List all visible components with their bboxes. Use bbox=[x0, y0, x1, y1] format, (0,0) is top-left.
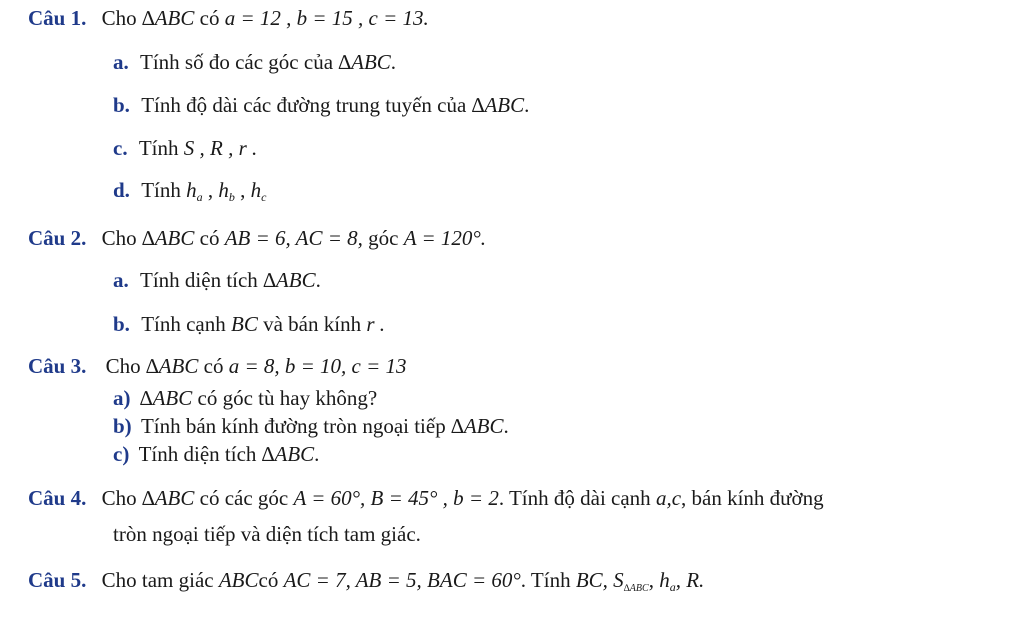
question-1 bbox=[28, 6, 429, 31]
math-expression: S , R , r . bbox=[183, 136, 258, 160]
math-r: r . bbox=[366, 312, 386, 336]
question-label: Câu 1. bbox=[28, 6, 87, 30]
period: . bbox=[315, 268, 321, 292]
period: . bbox=[390, 50, 397, 74]
part-label: a. bbox=[113, 268, 129, 292]
part-text: Tính bbox=[138, 136, 179, 160]
math-sides: a,c bbox=[655, 486, 682, 510]
word-co: có bbox=[258, 568, 279, 592]
math-expression: a = 12 , b = 15 , c = 13. bbox=[224, 6, 429, 30]
word-co: có bbox=[199, 226, 220, 250]
triangle-name: ABC bbox=[218, 568, 259, 592]
period: . bbox=[314, 442, 320, 466]
text-angles: có các góc bbox=[199, 486, 289, 510]
triangle-symbol: ∆ABC bbox=[139, 386, 193, 410]
triangle-symbol: ∆ABC bbox=[141, 226, 195, 250]
question-intro: Cho bbox=[101, 6, 137, 30]
triangle-symbol: ∆ABC bbox=[141, 486, 195, 510]
part-text: Tính bán kính đường tròn ngoại tiếp bbox=[140, 414, 446, 438]
part-label: b) bbox=[113, 414, 132, 438]
math-angle: A = 120°. bbox=[403, 226, 487, 250]
triangle-symbol: ∆ABC bbox=[471, 93, 525, 117]
math-sides: AB = 6, AC = 8, bbox=[224, 226, 363, 250]
part-label: b. bbox=[113, 93, 130, 117]
triangle-symbol: ∆ABC bbox=[145, 354, 199, 378]
altitude-ha: $h_a$ bbox=[659, 568, 676, 594]
word-goc: góc bbox=[368, 226, 399, 250]
subquestion-2a bbox=[113, 268, 321, 293]
question-label: Câu 2. bbox=[28, 226, 87, 250]
subquestion-1a bbox=[113, 50, 396, 75]
math-bc: BC bbox=[231, 312, 258, 336]
question-intro: Cho bbox=[101, 486, 137, 510]
part-label: c) bbox=[113, 442, 130, 466]
question-intro: Cho bbox=[101, 226, 137, 250]
text-find: . Tính bbox=[520, 568, 571, 592]
part-text: Tính diện tích bbox=[140, 268, 258, 292]
triangle-symbol: ∆ABC bbox=[263, 268, 316, 292]
triangle-symbol: ∆ABC bbox=[261, 442, 315, 466]
area-symbol: $S_{\Delta ABC}$ bbox=[613, 568, 649, 594]
question-label: Câu 3. bbox=[28, 354, 87, 378]
math-bc: BC, bbox=[575, 568, 608, 592]
subquestion-3b bbox=[113, 414, 509, 439]
subquestion-2b bbox=[113, 312, 385, 337]
question-intro: Cho tam giác bbox=[101, 568, 214, 592]
word-co: có bbox=[203, 354, 224, 378]
altitude-ha: $h_a$ bbox=[186, 178, 203, 204]
math-expression: a = 8, b = 10, c = 13 bbox=[228, 354, 407, 378]
subquestion-1c bbox=[113, 136, 257, 161]
part-text: Tính số đo các góc của bbox=[140, 50, 334, 74]
altitude-hc: $h_c$ bbox=[250, 178, 267, 204]
math-expression: A = 60°, B = 45° , b = 2 bbox=[293, 486, 499, 510]
question-label: Câu 5. bbox=[28, 568, 87, 592]
math-expression: AC = 7, AB = 5, BAC = 60° bbox=[283, 568, 521, 592]
altitude-hb: $h_b$ bbox=[218, 178, 235, 204]
part-label: a) bbox=[113, 386, 131, 410]
period: . bbox=[503, 414, 509, 438]
question-2 bbox=[28, 226, 486, 251]
subquestion-3a bbox=[113, 386, 377, 411]
text-tail: , R. bbox=[675, 568, 705, 592]
question-intro: Cho bbox=[105, 354, 141, 378]
text-radius: , bán kính đường bbox=[681, 486, 824, 510]
question-label: Câu 4. bbox=[28, 486, 87, 510]
part-text: có góc tù hay không? bbox=[197, 386, 378, 410]
part-label: a. bbox=[113, 50, 129, 74]
subquestion-1d: d. Tính $h_a$ , $h_b$ , $h_c$ bbox=[113, 178, 267, 204]
question-3 bbox=[28, 354, 407, 379]
part-text: Tính độ dài các đường trung tuyến của bbox=[141, 93, 467, 117]
line-2: tròn ngoại tiếp và diện tích tam giác. bbox=[113, 522, 421, 546]
part-label: d. bbox=[113, 178, 130, 202]
question-4-continuation bbox=[113, 522, 421, 547]
text-find: . Tính độ dài cạnh bbox=[498, 486, 651, 510]
part-label: c. bbox=[113, 136, 128, 160]
triangle-symbol: ∆ABC bbox=[141, 6, 195, 30]
subquestion-1b bbox=[113, 93, 529, 118]
part-label: b. bbox=[113, 312, 130, 336]
subquestion-3c bbox=[113, 442, 319, 467]
triangle-symbol: ∆ABC bbox=[450, 414, 504, 438]
question-4 bbox=[28, 486, 824, 511]
part-text: Tính diện tích bbox=[138, 442, 257, 466]
question-5: Câu 5. Cho tam giác ABCcó AC = 7, AB = 5, BAC = 60°. Tính BC, $S_{\Delta ABC}$, $h_a$, R. bbox=[28, 568, 705, 594]
part-text: Tính bbox=[141, 178, 181, 202]
word-co: có bbox=[199, 6, 220, 30]
part-text-2: và bán kính bbox=[263, 312, 362, 336]
part-text: Tính cạnh bbox=[141, 312, 226, 336]
triangle-symbol: ∆ABC bbox=[338, 50, 391, 74]
period: . bbox=[524, 93, 530, 117]
